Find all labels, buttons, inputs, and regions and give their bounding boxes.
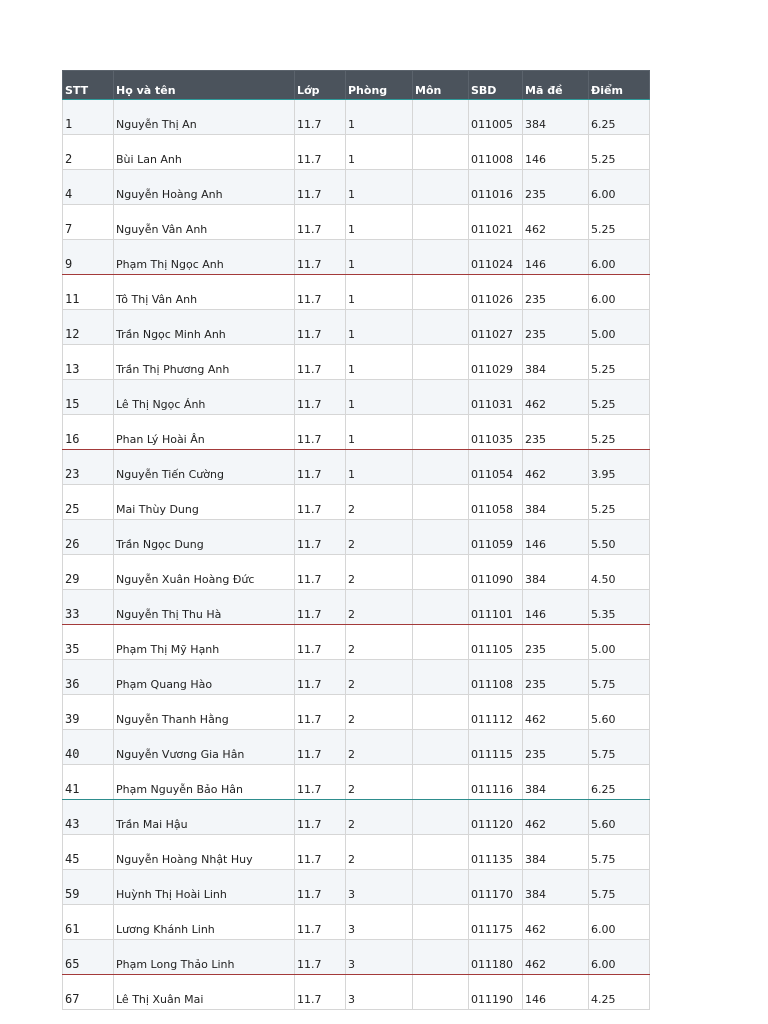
col-header-room: Phòng [346, 71, 413, 100]
cell-room: 1 [346, 415, 413, 450]
cell-stt: 9 [63, 240, 114, 275]
cell-sbd: 011090 [469, 555, 523, 590]
table-row [63, 415, 650, 450]
cell-name: Phạm Thị Mỹ Hạnh [114, 625, 295, 660]
cell-score: 5.75 [589, 730, 650, 765]
cell-sbd: 011008 [469, 135, 523, 170]
cell-exam-code: 384 [523, 870, 589, 905]
cell-room: 2 [346, 625, 413, 660]
cell-name: Trần Mai Hậu [114, 800, 295, 835]
cell-subject [413, 485, 469, 520]
col-header-class: Lớp [295, 71, 346, 100]
cell-class: 11.7 [295, 870, 346, 905]
cell-class: 11.7 [295, 555, 346, 590]
cell-stt: 23 [63, 450, 114, 485]
cell-room: 1 [346, 380, 413, 415]
cell-class: 11.7 [295, 905, 346, 940]
cell-stt: 13 [63, 345, 114, 380]
cell-class: 11.7 [295, 450, 346, 485]
cell-name: Bùi Lan Anh [114, 135, 295, 170]
cell-subject [413, 625, 469, 660]
cell-subject [413, 310, 469, 345]
cell-subject [413, 695, 469, 730]
cell-exam-code: 384 [523, 100, 589, 135]
table-row [63, 870, 650, 905]
cell-class: 11.7 [295, 520, 346, 555]
cell-room: 1 [346, 100, 413, 135]
table-row [63, 485, 650, 520]
cell-score: 6.00 [589, 240, 650, 275]
cell-name: Phan Lý Hoài Ân [114, 415, 295, 450]
cell-stt: 26 [63, 520, 114, 555]
cell-score: 5.00 [589, 625, 650, 660]
cell-name: Nguyễn Tiến Cường [114, 450, 295, 485]
table-row [63, 170, 650, 205]
cell-exam-code: 146 [523, 975, 589, 1010]
cell-stt: 25 [63, 485, 114, 520]
cell-name: Phạm Nguyễn Bảo Hân [114, 765, 295, 800]
table-row [63, 835, 650, 870]
cell-class: 11.7 [295, 800, 346, 835]
cell-subject [413, 975, 469, 1010]
cell-class: 11.7 [295, 730, 346, 765]
cell-score: 6.00 [589, 940, 650, 975]
cell-exam-code: 235 [523, 170, 589, 205]
cell-exam-code: 462 [523, 940, 589, 975]
cell-subject [413, 205, 469, 240]
table-row [63, 660, 650, 695]
cell-room: 3 [346, 975, 413, 1010]
cell-exam-code: 384 [523, 765, 589, 800]
cell-room: 2 [346, 765, 413, 800]
cell-exam-code: 462 [523, 695, 589, 730]
cell-exam-code: 146 [523, 520, 589, 555]
cell-sbd: 011175 [469, 905, 523, 940]
cell-name: Huỳnh Thị Hoài Linh [114, 870, 295, 905]
cell-score: 5.60 [589, 800, 650, 835]
cell-name: Phạm Long Thảo Linh [114, 940, 295, 975]
cell-stt: 29 [63, 555, 114, 590]
table-row [63, 310, 650, 345]
cell-name: Lê Thị Ngọc Ánh [114, 380, 295, 415]
cell-score: 5.75 [589, 835, 650, 870]
cell-sbd: 011031 [469, 380, 523, 415]
cell-name: Nguyễn Vương Gia Hân [114, 730, 295, 765]
cell-subject [413, 345, 469, 380]
cell-name: Nguyễn Hoàng Anh [114, 170, 295, 205]
cell-class: 11.7 [295, 310, 346, 345]
cell-room: 1 [346, 345, 413, 380]
cell-score: 6.00 [589, 905, 650, 940]
cell-exam-code: 146 [523, 135, 589, 170]
cell-room: 2 [346, 555, 413, 590]
table-row [63, 940, 650, 975]
cell-room: 3 [346, 905, 413, 940]
table-row [63, 345, 650, 380]
cell-name: Tô Thị Vân Anh [114, 275, 295, 310]
cell-sbd: 011112 [469, 695, 523, 730]
table-row [63, 905, 650, 940]
cell-score: 5.25 [589, 345, 650, 380]
table-row [63, 520, 650, 555]
cell-score: 5.25 [589, 380, 650, 415]
table-row [63, 695, 650, 730]
cell-subject [413, 765, 469, 800]
col-header-name: Họ và tên [114, 71, 295, 100]
cell-stt: 43 [63, 800, 114, 835]
cell-score: 6.25 [589, 765, 650, 800]
cell-sbd: 011005 [469, 100, 523, 135]
col-header-exam-code: Mã đề [523, 71, 589, 100]
cell-room: 2 [346, 730, 413, 765]
cell-score: 5.25 [589, 205, 650, 240]
cell-subject [413, 275, 469, 310]
cell-stt: 40 [63, 730, 114, 765]
cell-room: 1 [346, 240, 413, 275]
cell-class: 11.7 [295, 940, 346, 975]
cell-stt: 41 [63, 765, 114, 800]
cell-name: Trần Ngọc Minh Anh [114, 310, 295, 345]
cell-class: 11.7 [295, 590, 346, 625]
cell-room: 3 [346, 940, 413, 975]
cell-sbd: 011021 [469, 205, 523, 240]
cell-score: 3.95 [589, 450, 650, 485]
cell-room: 1 [346, 170, 413, 205]
table-row [63, 450, 650, 485]
cell-exam-code: 462 [523, 905, 589, 940]
cell-sbd: 011035 [469, 415, 523, 450]
cell-sbd: 011059 [469, 520, 523, 555]
cell-room: 2 [346, 590, 413, 625]
cell-stt: 35 [63, 625, 114, 660]
cell-name: Lương Khánh Linh [114, 905, 295, 940]
cell-room: 2 [346, 520, 413, 555]
cell-room: 2 [346, 485, 413, 520]
cell-score: 5.50 [589, 520, 650, 555]
cell-room: 1 [346, 275, 413, 310]
table-row [63, 625, 650, 660]
cell-sbd: 011115 [469, 730, 523, 765]
cell-score: 5.00 [589, 310, 650, 345]
cell-score: 6.25 [589, 100, 650, 135]
cell-subject [413, 660, 469, 695]
cell-name: Phạm Quang Hào [114, 660, 295, 695]
cell-class: 11.7 [295, 135, 346, 170]
cell-stt: 11 [63, 275, 114, 310]
table-row [63, 800, 650, 835]
cell-class: 11.7 [295, 625, 346, 660]
cell-stt: 4 [63, 170, 114, 205]
cell-sbd: 011029 [469, 345, 523, 380]
cell-name: Nguyễn Thị An [114, 100, 295, 135]
cell-subject [413, 800, 469, 835]
cell-subject [413, 240, 469, 275]
cell-room: 2 [346, 660, 413, 695]
cell-sbd: 011101 [469, 590, 523, 625]
table-body [63, 100, 650, 1010]
cell-stt: 33 [63, 590, 114, 625]
cell-subject [413, 415, 469, 450]
table-row [63, 135, 650, 170]
cell-room: 3 [346, 870, 413, 905]
cell-score: 5.25 [589, 415, 650, 450]
table-row [63, 590, 650, 625]
cell-sbd: 011105 [469, 625, 523, 660]
cell-stt: 45 [63, 835, 114, 870]
cell-subject [413, 835, 469, 870]
cell-room: 1 [346, 450, 413, 485]
cell-subject [413, 450, 469, 485]
cell-exam-code: 462 [523, 800, 589, 835]
cell-score: 5.25 [589, 135, 650, 170]
cell-exam-code: 235 [523, 275, 589, 310]
cell-stt: 2 [63, 135, 114, 170]
cell-sbd: 011108 [469, 660, 523, 695]
cell-subject [413, 380, 469, 415]
table-row [63, 100, 650, 135]
table-row [63, 555, 650, 590]
cell-sbd: 011120 [469, 800, 523, 835]
cell-subject [413, 520, 469, 555]
cell-room: 1 [346, 310, 413, 345]
cell-score: 6.00 [589, 170, 650, 205]
cell-stt: 15 [63, 380, 114, 415]
cell-name: Nguyễn Hoàng Nhật Huy [114, 835, 295, 870]
cell-exam-code: 384 [523, 555, 589, 590]
cell-stt: 67 [63, 975, 114, 1010]
cell-sbd: 011190 [469, 975, 523, 1010]
cell-subject [413, 940, 469, 975]
table-row [63, 380, 650, 415]
cell-room: 2 [346, 835, 413, 870]
cell-class: 11.7 [295, 765, 346, 800]
cell-sbd: 011054 [469, 450, 523, 485]
cell-name: Nguyễn Xuân Hoàng Đức [114, 555, 295, 590]
cell-class: 11.7 [295, 170, 346, 205]
cell-exam-code: 462 [523, 380, 589, 415]
cell-exam-code: 235 [523, 415, 589, 450]
cell-name: Mai Thùy Dung [114, 485, 295, 520]
cell-room: 2 [346, 800, 413, 835]
cell-class: 11.7 [295, 975, 346, 1010]
col-header-stt: STT [63, 71, 114, 100]
cell-exam-code: 146 [523, 240, 589, 275]
cell-score: 5.25 [589, 485, 650, 520]
cell-stt: 12 [63, 310, 114, 345]
table-row [63, 240, 650, 275]
cell-name: Nguyễn Vân Anh [114, 205, 295, 240]
table-row [63, 205, 650, 240]
cell-subject [413, 730, 469, 765]
table-row [63, 765, 650, 800]
cell-class: 11.7 [295, 695, 346, 730]
cell-subject [413, 590, 469, 625]
cell-stt: 1 [63, 100, 114, 135]
cell-exam-code: 384 [523, 345, 589, 380]
cell-class: 11.7 [295, 485, 346, 520]
col-header-subject: Môn [413, 71, 469, 100]
cell-score: 5.60 [589, 695, 650, 730]
cell-sbd: 011058 [469, 485, 523, 520]
cell-exam-code: 235 [523, 625, 589, 660]
cell-class: 11.7 [295, 100, 346, 135]
cell-stt: 59 [63, 870, 114, 905]
table-row [63, 275, 650, 310]
cell-subject [413, 135, 469, 170]
cell-sbd: 011016 [469, 170, 523, 205]
cell-stt: 39 [63, 695, 114, 730]
cell-subject [413, 555, 469, 590]
cell-name: Trần Ngọc Dung [114, 520, 295, 555]
cell-exam-code: 462 [523, 450, 589, 485]
cell-score: 5.75 [589, 660, 650, 695]
cell-sbd: 011135 [469, 835, 523, 870]
col-header-sbd: SBD [469, 71, 523, 100]
cell-score: 5.75 [589, 870, 650, 905]
cell-sbd: 011180 [469, 940, 523, 975]
cell-stt: 61 [63, 905, 114, 940]
cell-room: 1 [346, 205, 413, 240]
cell-class: 11.7 [295, 835, 346, 870]
cell-subject [413, 870, 469, 905]
cell-subject [413, 100, 469, 135]
grade-table [62, 70, 650, 1010]
table-row [63, 730, 650, 765]
cell-class: 11.7 [295, 415, 346, 450]
cell-class: 11.7 [295, 240, 346, 275]
cell-name: Nguyễn Thị Thu Hà [114, 590, 295, 625]
cell-name: Phạm Thị Ngọc Anh [114, 240, 295, 275]
cell-class: 11.7 [295, 660, 346, 695]
cell-sbd: 011024 [469, 240, 523, 275]
cell-subject [413, 905, 469, 940]
cell-class: 11.7 [295, 275, 346, 310]
cell-sbd: 011116 [469, 765, 523, 800]
cell-sbd: 011026 [469, 275, 523, 310]
table-row [63, 975, 650, 1010]
cell-room: 2 [346, 695, 413, 730]
header-row [63, 71, 650, 100]
cell-stt: 16 [63, 415, 114, 450]
cell-score: 4.25 [589, 975, 650, 1010]
cell-name: Trần Thị Phương Anh [114, 345, 295, 380]
cell-score: 6.00 [589, 275, 650, 310]
cell-class: 11.7 [295, 205, 346, 240]
cell-exam-code: 384 [523, 485, 589, 520]
cell-sbd: 011027 [469, 310, 523, 345]
cell-subject [413, 170, 469, 205]
cell-exam-code: 235 [523, 730, 589, 765]
cell-stt: 36 [63, 660, 114, 695]
cell-stt: 7 [63, 205, 114, 240]
cell-sbd: 011170 [469, 870, 523, 905]
cell-exam-code: 146 [523, 590, 589, 625]
cell-class: 11.7 [295, 380, 346, 415]
cell-exam-code: 384 [523, 835, 589, 870]
cell-exam-code: 462 [523, 205, 589, 240]
cell-class: 11.7 [295, 345, 346, 380]
col-header-score: Điểm [589, 71, 650, 100]
cell-score: 4.50 [589, 555, 650, 590]
cell-room: 1 [346, 135, 413, 170]
cell-stt: 65 [63, 940, 114, 975]
cell-name: Lê Thị Xuân Mai [114, 975, 295, 1010]
cell-name: Nguyễn Thanh Hằng [114, 695, 295, 730]
cell-exam-code: 235 [523, 310, 589, 345]
cell-score: 5.35 [589, 590, 650, 625]
cell-exam-code: 235 [523, 660, 589, 695]
